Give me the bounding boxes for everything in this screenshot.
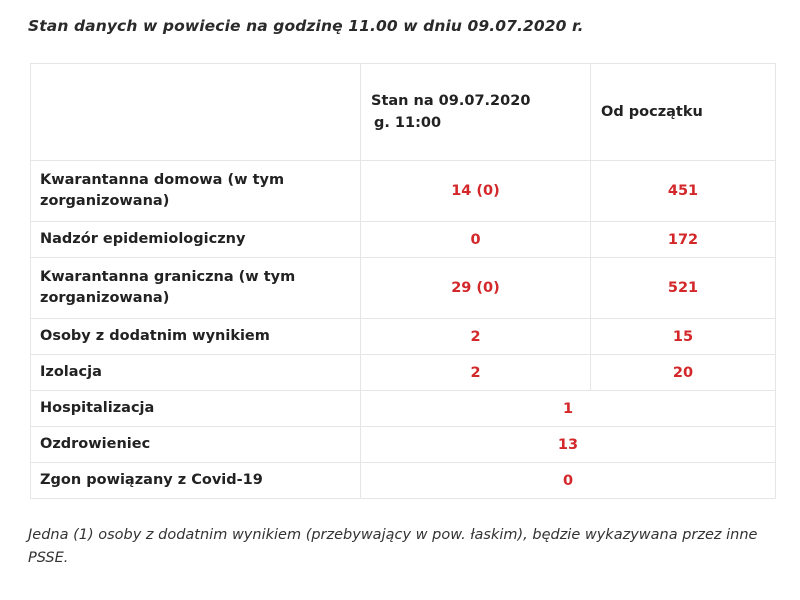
table-row xyxy=(31,355,776,391)
row-current-value: 0 xyxy=(361,222,591,258)
header-current-status xyxy=(361,64,591,161)
row-total-value: 172 xyxy=(591,222,776,258)
row-current-value: 29 (0) xyxy=(361,258,591,319)
table-row xyxy=(31,258,776,319)
covid-stats-table xyxy=(30,63,776,499)
row-merged-value: 13 xyxy=(361,427,776,463)
page-title: Stan danych w powiecie na godzinę 11.00 w dniu 09.07.2020 r. xyxy=(28,17,584,35)
header-current-time: g. 11:00 xyxy=(374,115,442,131)
table-row xyxy=(31,463,776,499)
row-merged-value: 1 xyxy=(361,391,776,427)
table-row xyxy=(31,161,776,222)
row-total-value: 20 xyxy=(591,355,776,391)
header-since-start: Od początku xyxy=(591,64,776,161)
row-current-value: 14 (0) xyxy=(361,161,591,222)
row-label: Hospitalizacja xyxy=(31,391,361,427)
row-total-value: 521 xyxy=(591,258,776,319)
row-total-value: 451 xyxy=(591,161,776,222)
row-label: Osoby z dodatnim wynikiem xyxy=(31,319,361,355)
row-current-value: 2 xyxy=(361,319,591,355)
table-row xyxy=(31,427,776,463)
table-header-row xyxy=(31,64,776,161)
row-label: Ozdrowieniec xyxy=(31,427,361,463)
row-merged-value: 0 xyxy=(361,463,776,499)
table-row xyxy=(31,391,776,427)
row-total-value: 15 xyxy=(591,319,776,355)
header-current-date: Stan na 09.07.2020 xyxy=(371,93,531,109)
row-label: Kwarantanna graniczna (w tym zorganizowana) xyxy=(31,258,361,319)
row-current-value: 2 xyxy=(361,355,591,391)
row-label: Zgon powiązany z Covid-19 xyxy=(31,463,361,499)
header-empty-cell xyxy=(31,64,361,161)
row-label: Izolacja xyxy=(31,355,361,391)
table-row xyxy=(31,319,776,355)
row-label: Nadzór epidemiologiczny xyxy=(31,222,361,258)
row-label: Kwarantanna domowa (w tym zorganizowana) xyxy=(31,161,361,222)
table-row xyxy=(31,222,776,258)
footnote: Jedna (1) osoby z dodatnim wynikiem (przebywający w pow. łaskim), będzie wykazywana przez inne PSSE. xyxy=(28,527,758,566)
